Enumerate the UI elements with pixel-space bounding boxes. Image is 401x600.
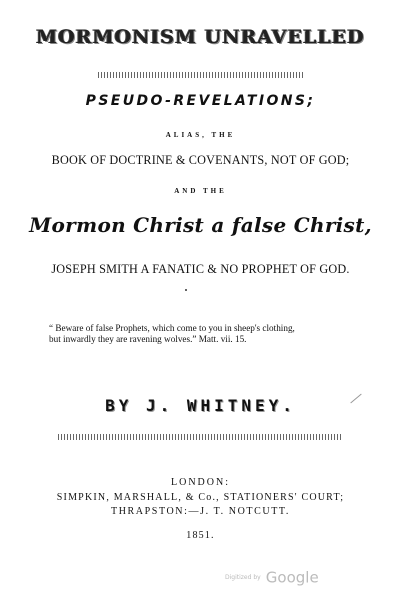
author-line: BY J. WHITNEY. (105, 396, 296, 415)
imprint-thrapston: THRAPSTON:—J. T. NOTCUTT. (111, 506, 290, 517)
joseph-smith-line: JOSEPH SMITH A FANATIC & NO PROPHET OF GOD. (51, 262, 350, 276)
digitized-by-text: Digitized by (225, 574, 261, 581)
quote-line-2: but inwardly they are ravening wolves.” Matt. vii. 15. (49, 334, 247, 344)
book-of-doctrine-line: BOOK OF DOCTRINE & COVENANTS, NOT OF GOD; (51, 153, 350, 167)
ornamental-rule-top (98, 72, 303, 78)
quote-line-1: “ Beware of false Prophets, which come to you in sheep's clothing, (49, 323, 295, 333)
ornamental-rule-bottom (58, 434, 343, 440)
subtitle: PSEUDO-REVELATIONS; (85, 93, 316, 109)
imprint-publisher: SIMPKIN, MARSHALL, & Co., STATIONERS' COURT; (56, 492, 345, 503)
and-the-line: AND THE (174, 187, 227, 195)
alias-line: ALIAS, THE (165, 131, 236, 139)
google-logo: Google (265, 568, 319, 587)
scripture-quote (49, 323, 369, 345)
imprint-year: 1851. (186, 530, 215, 541)
ink-speck (185, 289, 187, 291)
book-title: MORMONISM UNRAVELLED (36, 26, 365, 48)
mormon-christ-line: Mormon Christ a false Christ, (29, 213, 372, 237)
google-watermark (225, 567, 319, 587)
imprint-city: LONDON: (171, 477, 230, 488)
